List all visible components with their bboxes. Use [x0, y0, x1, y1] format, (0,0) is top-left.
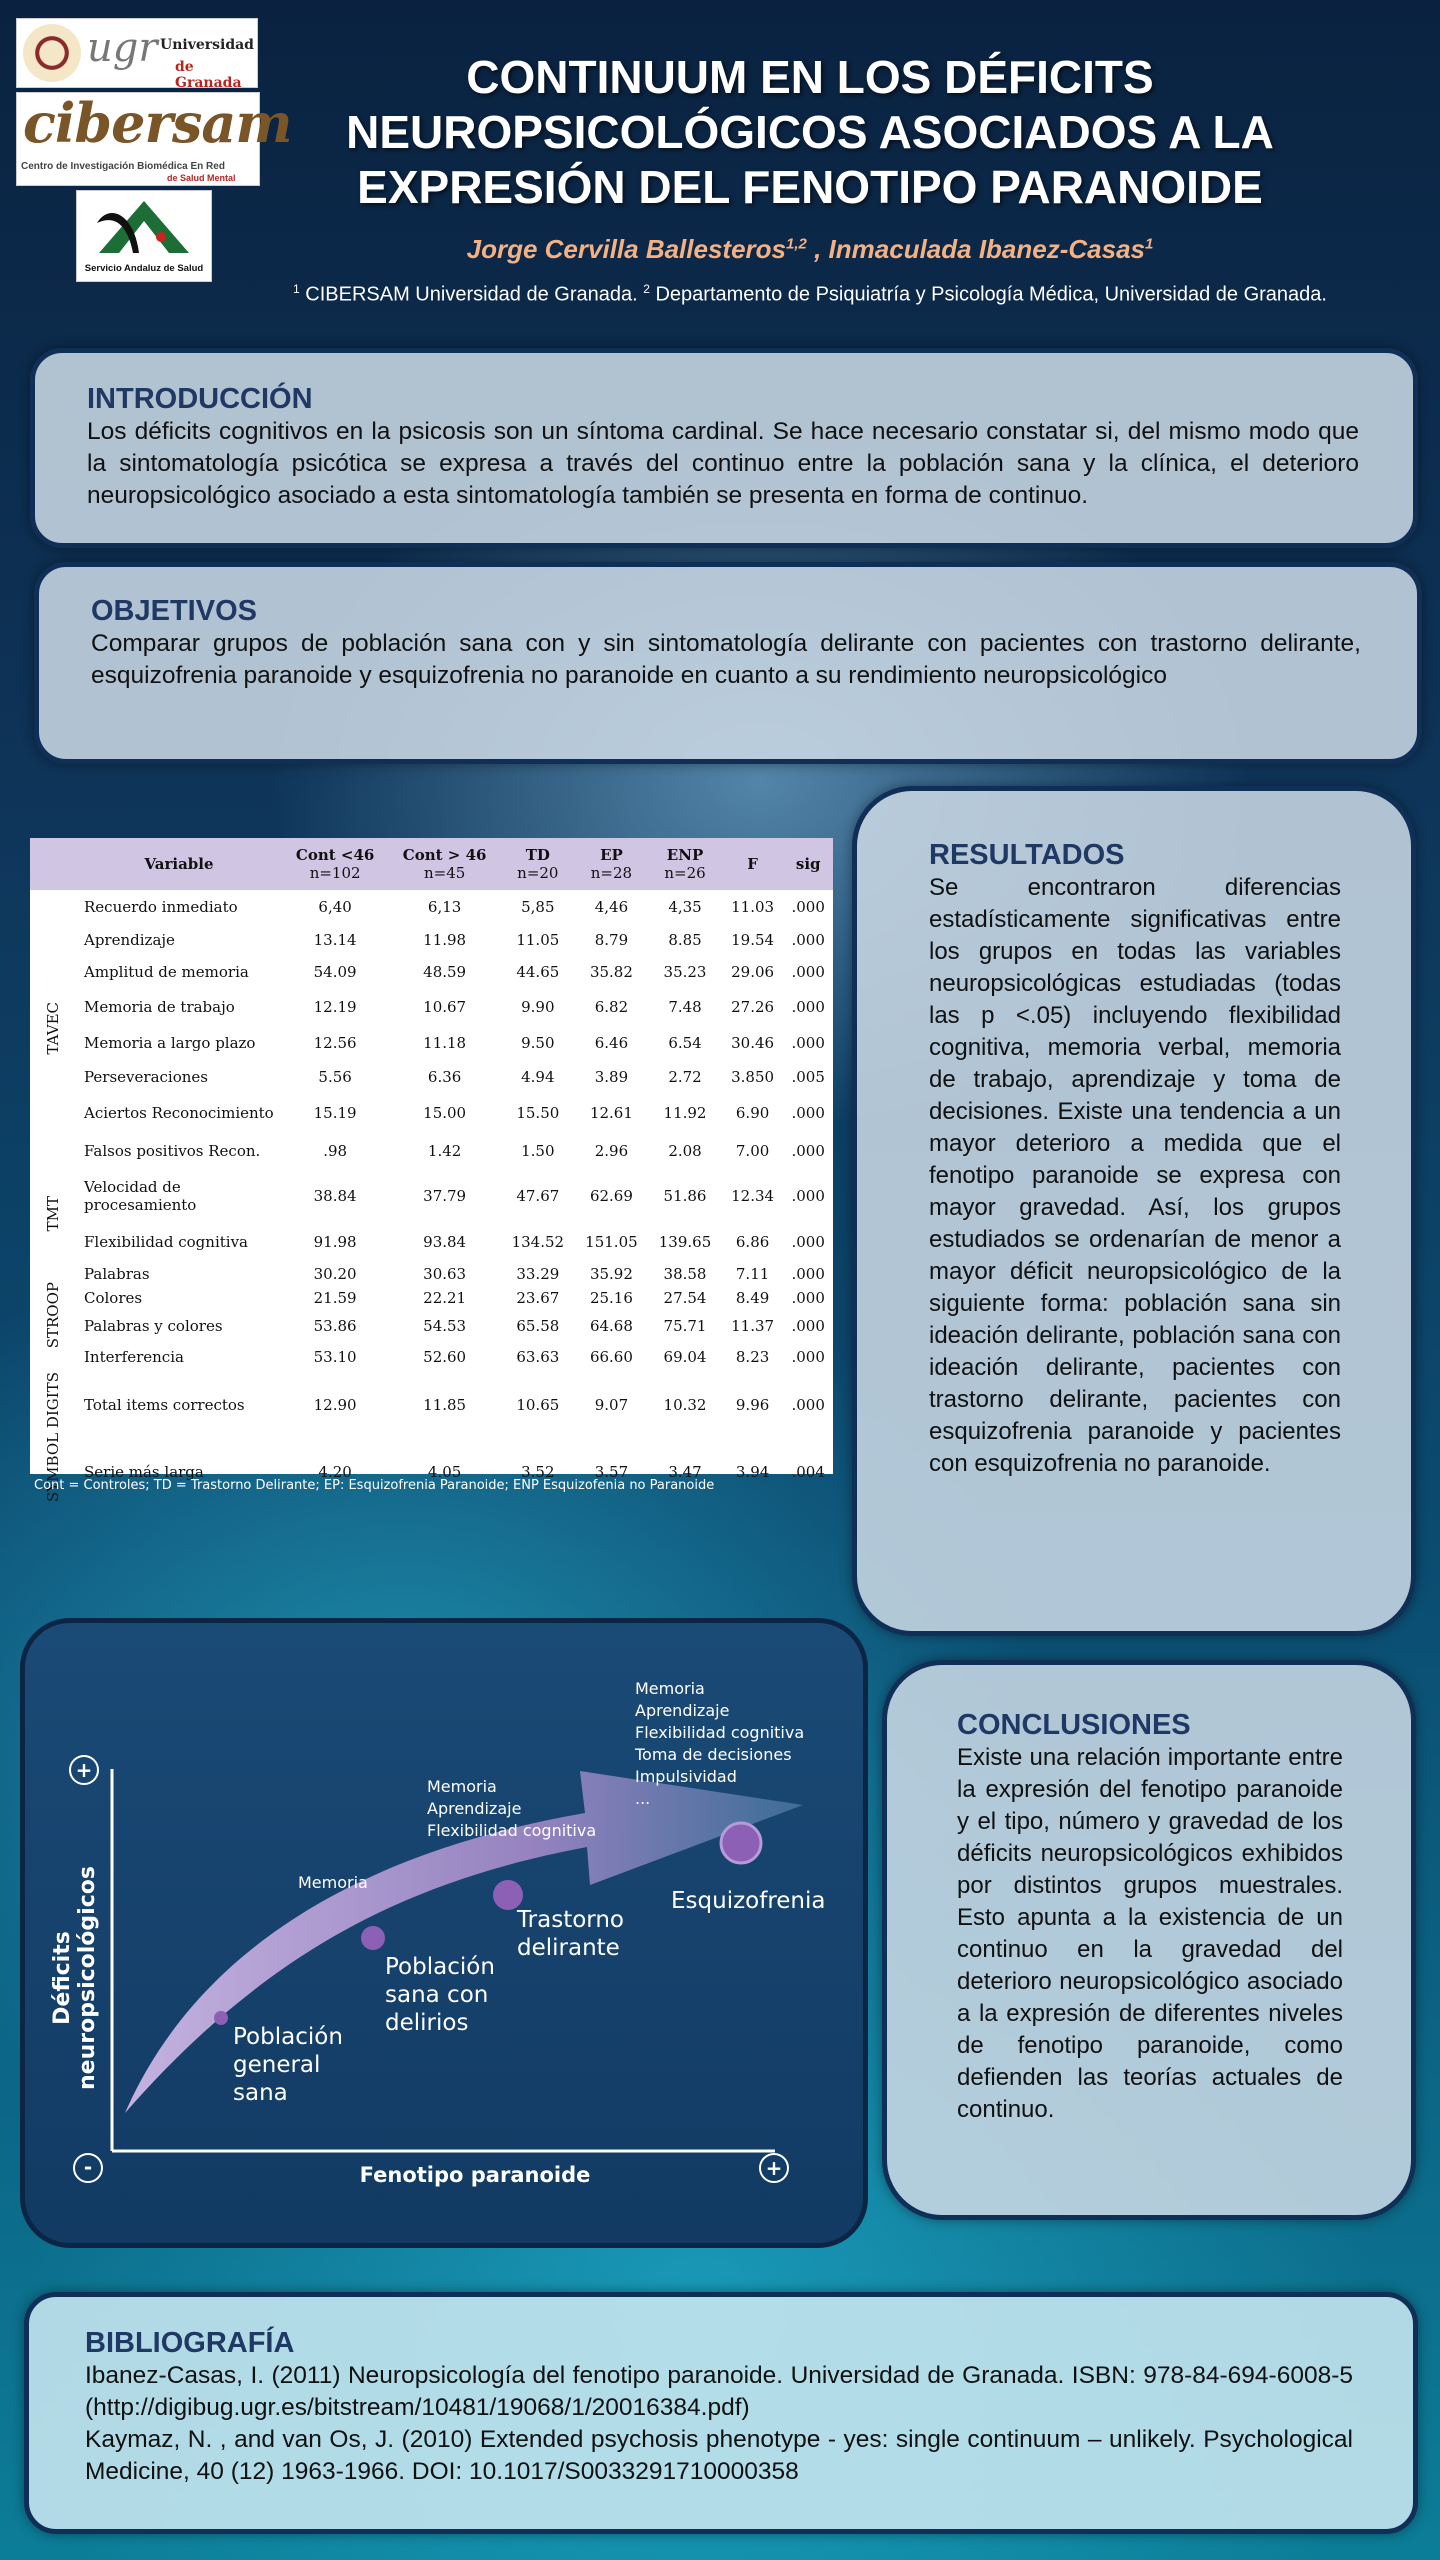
objetivos-heading: OBJETIVOS: [91, 595, 257, 627]
col-ep-header: EP n=28: [590, 846, 633, 882]
value-cell-c3: 47.67: [516, 1187, 560, 1205]
affil-1-sup: 1: [293, 282, 300, 296]
value-cell-c5: 10.32: [663, 1395, 707, 1414]
author-1: Jorge Cervilla Ballesteros: [466, 234, 787, 264]
author-2: Inmaculada Ibanez-Casas: [828, 234, 1146, 264]
value-cell-c3: 4.94: [521, 1068, 555, 1086]
value-cell-c1: 12.19: [313, 998, 357, 1016]
value-cell-f: 8.49: [735, 1289, 770, 1307]
col-cont-lt46-header: Cont <46 n=102: [295, 846, 375, 882]
group-stroop: STROOP: [44, 1281, 62, 1349]
value-cell-c1: .98: [323, 1142, 348, 1160]
bibliografia-panel: [24, 2292, 1418, 2534]
table-row: [30, 1222, 833, 1262]
value-cell-c4: 12.61: [589, 1104, 633, 1122]
value-cell-c5: 2.08: [668, 1142, 702, 1160]
table-row: [30, 1286, 833, 1310]
value-cell-c3: 23.67: [516, 1289, 560, 1307]
table-row: [30, 1094, 833, 1132]
value-cell-c3: 33.29: [516, 1265, 560, 1283]
value-cell-f: 6.86: [735, 1233, 770, 1251]
table-row: [30, 956, 833, 988]
value-cell-c4: 3.57: [594, 1462, 629, 1481]
introduccion-text: Los déficits cognitivos en la psicosis son un síntoma cardinal. Se hace necesario constatar si, del mismo modo que la sintomatología psicótica se expresa a través del continuo entre la población sana y la clínica, el deterioro neuropsicológico asociado a esta sintomatología también se presenta en forma de continuo.: [87, 418, 1359, 509]
value-cell-c4: 35.82: [589, 963, 633, 981]
value-cell-c5: 8.85: [668, 931, 702, 949]
value-cell-c4: 66.60: [589, 1348, 633, 1366]
value-cell-f: 6.90: [735, 1104, 770, 1122]
table-row: [30, 1262, 833, 1286]
value-cell-c5: 38.58: [663, 1265, 707, 1283]
value-cell-c2: 11.98: [423, 931, 467, 949]
value-cell-c4: 6.46: [594, 1034, 629, 1052]
variable-cell: Flexibilidad cognitiva: [84, 1233, 248, 1251]
variable-cell: Palabras y colores: [84, 1317, 223, 1335]
poster-title: [260, 50, 1360, 215]
value-cell-c2: 54.53: [423, 1317, 467, 1335]
introduccion-panel: [30, 348, 1418, 548]
value-cell-c4: 64.68: [589, 1317, 633, 1335]
variable-cell: Colores: [84, 1289, 143, 1307]
value-cell-sig: .000: [791, 898, 825, 916]
value-cell-c4: 62.69: [589, 1187, 633, 1205]
variable-cell: Perseveraciones: [84, 1068, 208, 1086]
value-cell-c5: 139.65: [658, 1233, 712, 1251]
value-cell-c4: 9.07: [594, 1395, 629, 1414]
sas-emblem-icon: [89, 193, 199, 261]
col-f-header: F: [747, 855, 758, 873]
value-cell-c3: 44.65: [516, 963, 560, 981]
value-cell-sig: .000: [791, 1233, 825, 1251]
variable-cell: Amplitud de memoria: [84, 963, 249, 981]
col-td-header: TD n=20: [517, 846, 559, 882]
value-cell-c5: 3.47: [668, 1462, 702, 1481]
value-cell-f: 11.37: [731, 1317, 775, 1335]
value-cell-sig: .000: [791, 1317, 825, 1335]
table-row: [30, 1310, 833, 1342]
stage-3-label: Trastorno delirante: [517, 1907, 624, 1961]
group-symbol-digits: SYMBOL DIGITS: [44, 1372, 62, 1503]
table-row: [30, 1132, 833, 1170]
deficits-2: Memoria Aprendizaje Flexibilidad cognitiva: [427, 1777, 597, 1840]
value-cell-c1: 54.09: [313, 963, 357, 981]
value-cell-f: 8.23: [735, 1348, 770, 1366]
value-cell-c5: 27.54: [663, 1289, 707, 1307]
value-cell-c2: 11.85: [423, 1395, 467, 1414]
value-cell-c1: 30.20: [313, 1265, 357, 1283]
table-row: [30, 1372, 833, 1437]
value-cell-f: 3.850: [731, 1068, 775, 1086]
value-cell-c2: 22.21: [423, 1289, 467, 1307]
col-sig-header: sig: [795, 855, 821, 873]
value-cell-sig: .000: [791, 1348, 825, 1366]
stage-2-label: Población sana con delirios: [385, 1954, 495, 2036]
variable-cell: Recuerdo inmediato: [84, 898, 238, 916]
value-cell-c2: 10.67: [423, 998, 467, 1016]
value-cell-f: 11.03: [731, 898, 775, 916]
value-cell-f: 19.54: [731, 931, 775, 949]
value-cell-c2: 1.42: [427, 1142, 462, 1160]
value-cell-c3: 1.50: [521, 1142, 555, 1160]
value-cell-c2: 30.63: [423, 1265, 467, 1283]
author-2-sup: 1: [1145, 235, 1154, 253]
x-axis-label: Fenotipo paranoide: [359, 2163, 591, 2187]
value-cell-c4: 4,46: [594, 898, 629, 916]
stage-dot-2: [361, 1926, 385, 1950]
introduccion-heading: INTRODUCCIÓN: [87, 383, 313, 415]
value-cell-c1: 6,40: [318, 898, 352, 916]
value-cell-c2: 6.36: [427, 1068, 462, 1086]
value-cell-c5: 6.54: [668, 1034, 702, 1052]
bibliografia-ref-2: Kaymaz, N. , and van Os, J. (2010) Extended psychosis phenotype - yes: single continuum – unlikely. Psychological Medicine, 40 (12) 1963-1966. DOI: 10.1017/S0033291710000358: [85, 2426, 1353, 2485]
author-1-sup: 1,2: [786, 235, 807, 253]
value-cell-sig: .000: [791, 1265, 825, 1283]
variable-cell: Palabras: [84, 1265, 150, 1283]
value-cell-c2: 93.84: [423, 1233, 467, 1251]
value-cell-c3: 63.63: [516, 1348, 560, 1366]
authors: [260, 234, 1360, 265]
ugr-text-line2: de Granada: [175, 59, 242, 91]
variable-cell: Interferencia: [84, 1348, 184, 1366]
value-cell-c4: 8.79: [594, 931, 629, 949]
value-cell-c3: 3.52: [521, 1462, 555, 1481]
value-cell-f: 27.26: [731, 998, 775, 1016]
value-cell-sig: .000: [791, 1395, 825, 1414]
ugr-text-line1: Universidad: [160, 37, 254, 53]
y-axis-label: Déficits neuropsicológicos: [50, 1866, 100, 2090]
value-cell-c5: 75.71: [663, 1317, 707, 1335]
affiliations: [260, 282, 1360, 307]
value-cell-c2: 4.05: [427, 1462, 462, 1481]
value-cell-sig: .000: [791, 1034, 825, 1052]
y-axis-plus: +: [69, 1755, 99, 1785]
bibliografia-ref-1: Ibanez-Casas, I. (2011) Neuropsicología del fenotipo paranoide. Universidad de Granada. ISBN: 978-84-694-6008-5 (http://digibug.ugr.es/bitstream/10481/19068/1/20016384.pdf): [85, 2362, 1353, 2421]
value-cell-c3: 5,85: [521, 898, 555, 916]
value-cell-sig: .000: [791, 1104, 825, 1122]
value-cell-c5: 51.86: [663, 1187, 707, 1205]
table-row: [30, 1437, 833, 1506]
conclusiones-heading: CONCLUSIONES: [957, 1709, 1191, 1741]
table-row: [30, 890, 833, 924]
value-cell-c3: 9.90: [521, 998, 555, 1016]
value-cell-sig: .000: [791, 963, 825, 981]
value-cell-c4: 6.82: [594, 998, 629, 1016]
conclusiones-text: Existe una relación importante entre la expresión del fenotipo paranoide y el tipo, número y gravedad de los déficits neuropsicológicos exhibidos por distintos grupos muestrales. Esto apunta a la existencia de un continuo en la gravedad del deterioro neuropsicológico asociado a la expresión de diferentes niveles de fenotipo paranoide, como defienden las teorías actuales de continuo.: [957, 1744, 1343, 2123]
ugr-logo: [16, 18, 258, 91]
value-cell-c2: 52.60: [423, 1348, 467, 1366]
value-cell-f: 12.34: [731, 1187, 775, 1205]
value-cell-c2: 48.59: [423, 963, 467, 981]
value-cell-f: 7.00: [735, 1142, 770, 1160]
value-cell-f: 7.11: [735, 1265, 770, 1283]
stage-dot-4: [721, 1823, 761, 1863]
value-cell-c5: 35.23: [663, 963, 707, 981]
value-cell-c1: 15.19: [313, 1104, 357, 1122]
variable-cell: Serie más larga: [84, 1462, 204, 1481]
cibersam-sub2: de Salud Mental: [167, 173, 236, 183]
value-cell-c1: 4.20: [318, 1462, 352, 1481]
sas-text: Servicio Andaluz de Salud: [84, 263, 204, 274]
variable-cell: Aprendizaje: [84, 931, 175, 949]
value-cell-f: 29.06: [731, 963, 775, 981]
stage-dot-1: [214, 2011, 228, 2025]
stage-4-label: Esquizofrenia: [671, 1888, 826, 1914]
group-tmt: TMT: [44, 1196, 62, 1232]
col-enp-header: ENP n=26: [664, 846, 706, 882]
variable-cell: Memoria a largo plazo: [84, 1034, 256, 1052]
variable-header: Variable: [144, 855, 214, 873]
continuum-diagram: [20, 1618, 868, 2248]
value-cell-c5: 2.72: [668, 1068, 702, 1086]
table-row: [30, 924, 833, 956]
sas-logo: [76, 190, 212, 282]
ugr-seal-icon: [23, 24, 81, 82]
value-cell-c3: 11.05: [516, 931, 560, 949]
table-row: [30, 988, 833, 1026]
group-tavec: TAVEC: [44, 1001, 62, 1055]
deficits-1: Memoria: [298, 1873, 368, 1892]
value-cell-c3: 15.50: [516, 1104, 560, 1122]
variable-cell: Velocidad de procesamiento: [84, 1178, 197, 1214]
variable-cell: Falsos positivos Recon.: [84, 1142, 261, 1160]
value-cell-c2: 15.00: [423, 1104, 467, 1122]
title-line-3: EXPRESIÓN DEL FENOTIPO PARANOIDE: [357, 161, 1263, 213]
value-cell-c1: 91.98: [313, 1233, 357, 1251]
objetivos-panel: [34, 562, 1422, 764]
objetivos-text: Comparar grupos de población sana con y sin sintomatología delirante con pacientes con trastorno delirante, esquizofrenia paranoide y esquizofrenia no paranoide en cuanto a su rendimiento neuropsicológico: [91, 630, 1361, 689]
table-row: [30, 1060, 833, 1094]
origin-minus: -: [73, 2153, 103, 2183]
table-row: [30, 1342, 833, 1372]
value-cell-c5: 4,35: [668, 898, 702, 916]
value-cell-c4: 151.05: [585, 1233, 638, 1251]
value-cell-sig: .004: [791, 1462, 825, 1481]
conclusiones-panel: [882, 1660, 1416, 2220]
author-sep: ,: [806, 234, 829, 264]
value-cell-c3: 9.50: [521, 1034, 555, 1052]
value-cell-c1: 53.10: [313, 1348, 357, 1366]
ugr-script: ugr: [87, 25, 158, 71]
affil-2-sup: 2: [643, 282, 650, 296]
value-cell-sig: .000: [791, 1289, 825, 1307]
value-cell-c5: 7.48: [668, 998, 702, 1016]
table-header-row: [30, 838, 833, 890]
stage-1-label: Población general sana: [233, 2024, 343, 2106]
cibersam-sub1: Centro de Investigación Biomédica En Red: [21, 161, 225, 172]
value-cell-sig: .005: [791, 1068, 825, 1086]
title-line-2: NEUROPSICOLÓGICOS ASOCIADOS A LA: [346, 106, 1274, 158]
table-row: [30, 1026, 833, 1060]
value-cell-c3: 134.52: [511, 1233, 565, 1251]
value-cell-c3: 10.65: [516, 1395, 560, 1414]
resultados-text: Se encontraron diferencias estadísticamente significativas entre los grupos en todas las variables neuropsicológicas estudiadas (todas las p <.05) incluyendo flexibilidad cognitiva, memoria verbal, memoria de trabajo, aprendizaje y toma de decisiones. Existe una tendencia a un mayor deterioro a medida que el fenotipo paranoide se expresa con mayor gravedad. Así, los grupos estudiados se ordenarían de menor a mayor déficit neuropsicológico de la siguiente forma: población sana sin ideación delirante, población sana con ideación delirante, pacientes con trastorno delirante, pacientes con esquizofrenia paranoide y pacientes con esquizofrenia no paranoide.: [929, 874, 1341, 1477]
value-cell-f: 9.96: [735, 1395, 770, 1414]
variable-cell: Memoria de trabajo: [84, 998, 235, 1016]
title-line-1: CONTINUUM EN LOS DÉFICITS: [466, 51, 1154, 103]
value-cell-c1: 13.14: [313, 931, 357, 949]
cibersam-name: cibersam: [23, 91, 292, 155]
value-cell-c2: 6,13: [427, 898, 462, 916]
value-cell-c1: 53.86: [313, 1317, 357, 1335]
value-cell-sig: .000: [791, 931, 825, 949]
value-cell-c2: 37.79: [423, 1187, 467, 1205]
value-cell-sig: .000: [791, 998, 825, 1016]
resultados-heading: RESULTADOS: [929, 839, 1125, 871]
value-cell-c2: 11.18: [423, 1034, 467, 1052]
x-axis-plus: +: [759, 2153, 789, 2183]
value-cell-c1: 38.84: [313, 1187, 357, 1205]
deficits-3: Memoria Aprendizaje Flexibilidad cognitiva Toma de decisiones Impulsividad ...: [635, 1679, 805, 1808]
variable-cell: Total items correctos: [84, 1395, 245, 1414]
cibersam-logo: [16, 91, 292, 186]
value-cell-c4: 3.89: [594, 1068, 629, 1086]
value-cell-c4: 2.96: [594, 1142, 629, 1160]
value-cell-c4: 35.92: [589, 1265, 633, 1283]
table-note: Cont = Controles; TD = Trastorno Delirante; EP: Esquizofrenia Paranoide; ENP Esquizofenia no Paranoide: [34, 1478, 715, 1493]
col-cont-gt46-header: Cont > 46 n=45: [402, 846, 487, 882]
bibliografia-heading: BIBLIOGRAFÍA: [85, 2327, 295, 2359]
group-header: [30, 838, 76, 890]
value-cell-c3: 65.58: [516, 1317, 560, 1335]
affil-1: CIBERSAM Universidad de Granada.: [299, 283, 644, 306]
value-cell-c4: 25.16: [589, 1289, 633, 1307]
table-row: [30, 1170, 833, 1222]
value-cell-c1: 21.59: [313, 1289, 357, 1307]
value-cell-c1: 12.56: [313, 1034, 357, 1052]
variable-cell: Aciertos Reconocimiento: [84, 1104, 274, 1122]
value-cell-c1: 12.90: [313, 1395, 357, 1414]
value-cell-sig: .000: [791, 1187, 825, 1205]
resultados-panel: [852, 786, 1416, 1636]
value-cell-f: 30.46: [731, 1034, 775, 1052]
value-cell-sig: .000: [791, 1142, 825, 1160]
value-cell-c1: 5.56: [318, 1068, 352, 1086]
value-cell-c5: 11.92: [663, 1104, 707, 1122]
value-cell-c5: 69.04: [663, 1348, 707, 1366]
value-cell-f: 3.94: [735, 1462, 770, 1481]
affil-2: Departamento de Psiquiatría y Psicología Médica, Universidad de Granada.: [649, 283, 1327, 306]
